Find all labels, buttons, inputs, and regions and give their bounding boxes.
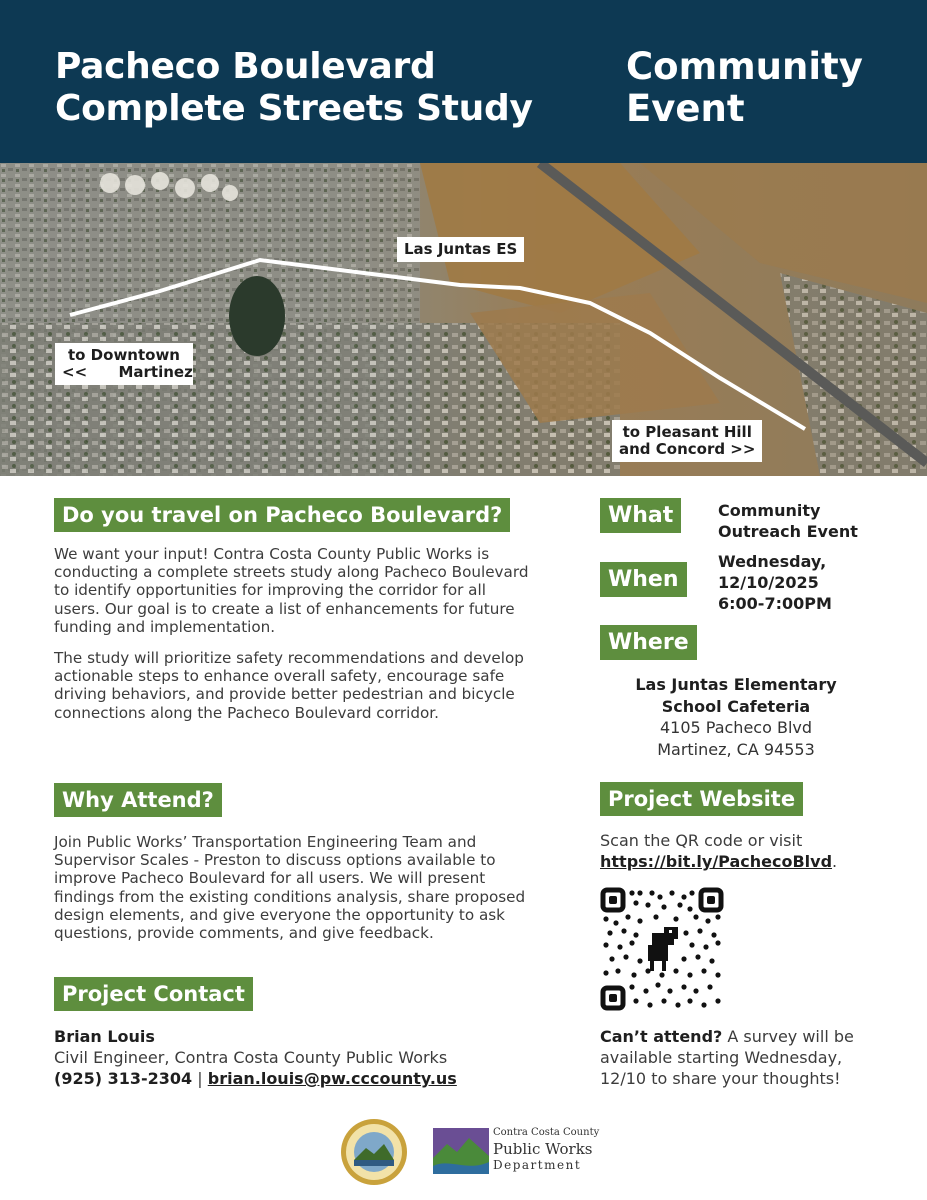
map-label-east-line-1: to Pleasant Hill: [622, 423, 752, 441]
map-label-west: [55, 343, 193, 385]
survey-note-bold: Can’t attend?: [600, 1027, 723, 1046]
map-label-east-line-2: and Concord >>: [619, 440, 756, 458]
contact-separator: |: [192, 1069, 208, 1088]
aerial-map-image: [0, 163, 927, 476]
website-url-line: [600, 851, 900, 872]
contact-body: [54, 1026, 534, 1089]
website-body: [600, 830, 900, 872]
county-seal-graphic: [340, 1118, 408, 1186]
when-line-3: 6:00-7:00PM: [718, 594, 832, 613]
travel-paragraph-2: The study will prioritize safety recommendations and develop actionable steps to enhance overall safety, encourage safe driving behaviors, and provide better pedestrian and bicycle connections along the Pacheco Boulevard corridor.: [54, 649, 524, 722]
title-line-2: Complete Streets Study: [55, 88, 533, 129]
what-line-2: Outreach Event: [718, 522, 858, 541]
map-label-west-line-1: to Downtown: [67, 346, 180, 364]
what-label: What: [600, 498, 681, 533]
contact-title: Civil Engineer, Contra Costa County Public Works: [54, 1048, 448, 1067]
contact-line: [54, 1068, 534, 1089]
map-label-west-line-2: << Martinez: [62, 363, 193, 381]
where-line-2: School Cafeteria: [661, 696, 811, 716]
contact-email-link[interactable]: brian.louis@pw.cccounty.us: [207, 1069, 457, 1088]
what-info: [718, 500, 858, 542]
travel-paragraph-1: We want your input! Contra Costa County Public Works is conducting a complete streets study along Pacheco Boulevard to identify opportunities for improving the corridor for all users. Our goal is to create a list of enhancements for future funding and implementation.: [54, 545, 529, 636]
page-title: [55, 46, 533, 130]
website-url-link[interactable]: https://bit.ly/PachecoBlvd: [600, 852, 833, 871]
when-line-1: Wednesday,: [718, 552, 827, 571]
where-line-1: Las Juntas Elementary: [635, 675, 837, 694]
aerial-map: [0, 163, 927, 476]
map-label-east: [612, 420, 762, 462]
when-label: When: [600, 562, 687, 597]
section-heading-why: Why Attend?: [54, 783, 222, 817]
map-label-school-text: Las Juntas ES: [404, 240, 518, 258]
map-label-school: [397, 237, 524, 262]
event-line-2: Event: [626, 87, 745, 130]
where-line-4: Martinez, CA 94553: [657, 739, 815, 759]
section-heading-website: Project Website: [600, 782, 803, 816]
public-works-logo: [433, 1126, 603, 1182]
where-label: Where: [600, 625, 697, 660]
when-line-2: 12/10/2025: [718, 573, 819, 592]
public-works-logo-text: [493, 1126, 599, 1172]
logo-line-3: Department: [493, 1158, 582, 1172]
why-body: [54, 833, 529, 942]
contact-name: Brian Louis: [54, 1027, 155, 1046]
what-line-1: Community: [718, 501, 821, 520]
section-heading-travel: Do you travel on Pacheco Boulevard?: [54, 498, 510, 532]
survey-note-text: A survey will be available starting Wednesday, 12/10 to share your thoughts!: [600, 1027, 854, 1088]
qr-code-graphic: [600, 887, 724, 1011]
event-type-title: [626, 46, 863, 130]
header-banner: [0, 0, 927, 163]
logo-line-1: Contra Costa County: [493, 1127, 600, 1138]
where-line-3: 4105 Pacheco Blvd: [659, 718, 813, 737]
survey-note: [600, 1026, 890, 1089]
why-paragraph: Join Public Works’ Transportation Engineering Team and Supervisor Scales - Preston to discuss options available to improve Pacheco Boulevard for all users. We will present findings from the existing conditions analysis, share proposed design elements, and give everyone the opportunity to ask questions, provide comments, and give feedback.: [54, 833, 526, 943]
contact-phone[interactable]: (925) 313-2304: [54, 1069, 193, 1088]
logo-line-2: Public Works: [493, 1140, 593, 1158]
qr-code-icon[interactable]: [600, 887, 724, 1011]
website-url-period: .: [832, 852, 838, 871]
website-text: Scan the QR code or visit: [600, 831, 803, 850]
where-info: [600, 674, 872, 760]
travel-body: [54, 545, 529, 722]
section-heading-contact: Project Contact: [54, 977, 253, 1011]
county-seal-icon: [340, 1118, 408, 1186]
public-works-logo-icon: [433, 1128, 489, 1174]
event-line-1: Community: [626, 45, 863, 88]
when-info: [718, 551, 832, 614]
title-line-1: Pacheco Boulevard: [55, 46, 436, 87]
